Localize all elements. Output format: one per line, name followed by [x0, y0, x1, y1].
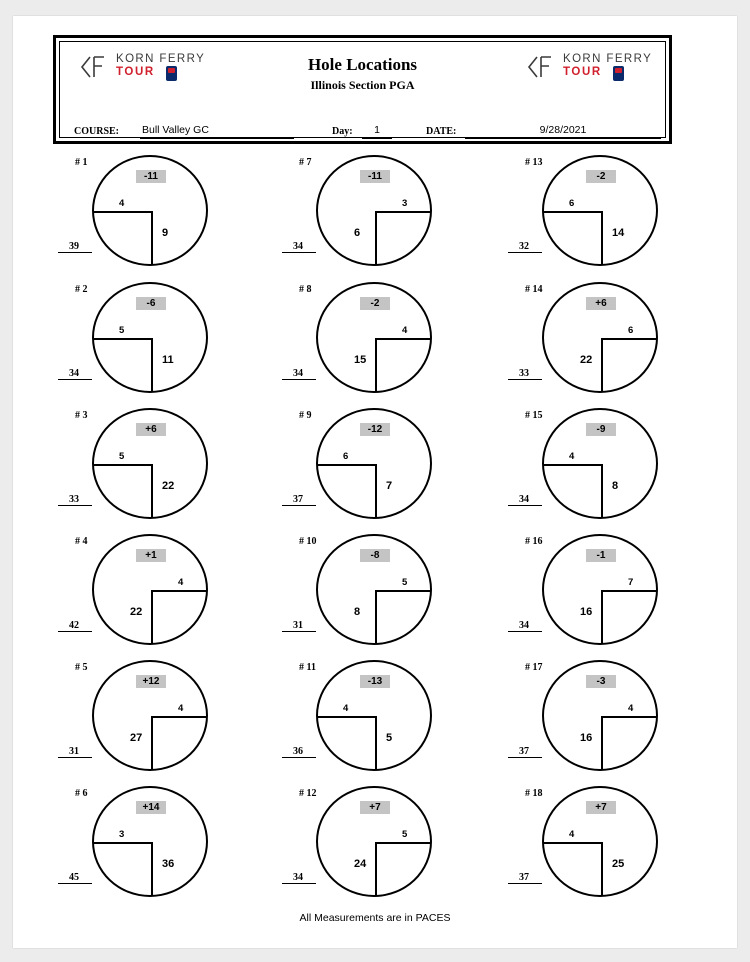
pin-horizontal-line — [601, 338, 657, 340]
hole-number: # 16 — [525, 536, 543, 547]
pin-horizontal-line — [543, 211, 601, 213]
green-depth: 36 — [282, 746, 316, 758]
hole-number: # 17 — [525, 662, 543, 673]
hole-number: # 18 — [525, 788, 543, 799]
green-depth: 34 — [282, 241, 316, 253]
pin-vertical-line — [151, 842, 153, 896]
pin-horizontal-line — [93, 464, 151, 466]
logo-line2: TOUR — [563, 66, 602, 78]
pin-vertical-line — [375, 842, 377, 896]
edge-distance: 5 — [402, 829, 408, 840]
pin-vertical-line — [151, 716, 153, 770]
from-front-distance: 16 — [580, 606, 593, 618]
from-front-distance: 9 — [162, 227, 169, 239]
hole-number: # 5 — [75, 662, 88, 673]
pin-horizontal-line — [317, 464, 375, 466]
hole-number: # 4 — [75, 536, 88, 547]
course-label: COURSE: — [74, 126, 120, 137]
edge-distance: 4 — [569, 451, 575, 462]
pin-horizontal-line — [151, 590, 207, 592]
edge-distance: 3 — [119, 829, 125, 840]
day-field: 1 — [362, 124, 392, 139]
page-subtitle: Illinois Section PGA — [310, 78, 415, 92]
logo-line1: KORN FERRY — [116, 53, 206, 65]
pin-vertical-line — [601, 464, 603, 518]
hole-number: # 6 — [75, 788, 88, 799]
logo-line1: KORN FERRY — [563, 53, 653, 65]
pin-vertical-line — [601, 211, 603, 265]
korn-ferry-logo-right — [527, 52, 667, 88]
pin-horizontal-line — [375, 338, 431, 340]
from-front-distance: 5 — [386, 732, 393, 744]
edge-distance: 7 — [628, 577, 634, 588]
green-depth: 34 — [508, 620, 542, 632]
pin-offset-badge: -6 — [136, 297, 166, 310]
edge-distance: 6 — [343, 451, 349, 462]
pin-horizontal-line — [93, 842, 151, 844]
green-depth: 37 — [508, 746, 542, 758]
pin-horizontal-line — [601, 590, 657, 592]
measurement-note: All Measurements are in PACES — [299, 912, 451, 924]
from-front-distance: 22 — [580, 354, 593, 366]
pin-offset-badge: -8 — [360, 549, 390, 562]
pin-vertical-line — [601, 590, 603, 644]
edge-distance: 3 — [402, 198, 408, 209]
pin-offset-badge: -13 — [360, 675, 390, 688]
pin-vertical-line — [375, 464, 377, 518]
pin-horizontal-line — [543, 464, 601, 466]
pin-offset-badge: +6 — [586, 297, 616, 310]
hole-number: # 9 — [299, 410, 312, 421]
green-depth: 42 — [58, 620, 92, 632]
edge-distance: 4 — [402, 325, 408, 336]
edge-distance: 4 — [628, 703, 634, 714]
pin-horizontal-line — [375, 842, 431, 844]
green-depth: 37 — [508, 872, 542, 884]
edge-distance: 6 — [628, 325, 634, 336]
green-depth: 31 — [58, 746, 92, 758]
pin-vertical-line — [601, 842, 603, 896]
pin-offset-badge: +14 — [136, 801, 166, 814]
pin-offset-badge: -11 — [136, 170, 166, 183]
edge-distance: 6 — [569, 198, 575, 209]
pin-horizontal-line — [543, 842, 601, 844]
green-depth: 37 — [282, 494, 316, 506]
page-title: Hole Locations — [307, 55, 418, 74]
pin-vertical-line — [375, 338, 377, 392]
from-front-distance: 36 — [162, 858, 175, 870]
kf-mark-icon — [527, 54, 557, 80]
green-depth: 34 — [282, 872, 316, 884]
pin-horizontal-line — [375, 590, 431, 592]
pga-tour-icon — [613, 66, 624, 81]
from-front-distance: 7 — [386, 480, 393, 492]
from-front-distance: 15 — [354, 354, 367, 366]
pin-offset-badge: -9 — [586, 423, 616, 436]
green-depth: 45 — [58, 872, 92, 884]
pin-offset-badge: +6 — [136, 423, 166, 436]
pin-vertical-line — [601, 338, 603, 392]
from-front-distance: 24 — [354, 858, 367, 870]
pin-vertical-line — [151, 211, 153, 265]
from-front-distance: 8 — [612, 480, 619, 492]
green-depth: 34 — [508, 494, 542, 506]
hole-number: # 8 — [299, 284, 312, 295]
sheet-header — [53, 35, 672, 144]
pin-horizontal-line — [93, 338, 151, 340]
pin-offset-badge: -3 — [586, 675, 616, 688]
edge-distance: 4 — [178, 703, 184, 714]
pin-horizontal-line — [93, 211, 151, 213]
edge-distance: 4 — [343, 703, 349, 714]
pin-offset-badge: -2 — [586, 170, 616, 183]
pin-horizontal-line — [151, 716, 207, 718]
hole-number: # 13 — [525, 157, 543, 168]
edge-distance: 5 — [402, 577, 408, 588]
pin-vertical-line — [601, 716, 603, 770]
hole-number: # 14 — [525, 284, 543, 295]
pin-offset-badge: -2 — [360, 297, 390, 310]
pin-vertical-line — [375, 590, 377, 644]
date-field: 9/28/2021 — [465, 124, 661, 139]
pin-vertical-line — [375, 716, 377, 770]
from-front-distance: 8 — [354, 606, 361, 618]
course-field: Bull Valley GC — [140, 124, 294, 139]
green-depth: 33 — [508, 368, 542, 380]
from-front-distance: 16 — [580, 732, 593, 744]
from-front-distance: 22 — [130, 606, 143, 618]
hole-number: # 1 — [75, 157, 88, 168]
from-front-distance: 14 — [612, 227, 625, 239]
pin-offset-badge: +12 — [136, 675, 166, 688]
from-front-distance: 27 — [130, 732, 143, 744]
from-front-distance: 11 — [162, 354, 174, 366]
from-front-distance: 6 — [354, 227, 361, 239]
green-depth: 32 — [508, 241, 542, 253]
hole-number: # 10 — [299, 536, 317, 547]
pin-horizontal-line — [601, 716, 657, 718]
pin-horizontal-line — [375, 211, 431, 213]
pin-vertical-line — [151, 464, 153, 518]
hole-number: # 7 — [299, 157, 312, 168]
pin-offset-badge: -11 — [360, 170, 390, 183]
pin-offset-badge: -12 — [360, 423, 390, 436]
hole-number: # 12 — [299, 788, 317, 799]
green-depth: 39 — [58, 241, 92, 253]
green-depth: 34 — [58, 368, 92, 380]
edge-distance: 4 — [119, 198, 125, 209]
edge-distance: 4 — [569, 829, 575, 840]
edge-distance: 4 — [178, 577, 184, 588]
hole-number: # 3 — [75, 410, 88, 421]
pin-vertical-line — [375, 211, 377, 265]
date-label: DATE: — [426, 126, 457, 137]
pin-offset-badge: -1 — [586, 549, 616, 562]
from-front-distance: 25 — [612, 858, 625, 870]
hole-number: # 2 — [75, 284, 88, 295]
from-front-distance: 22 — [162, 480, 175, 492]
pin-offset-badge: +7 — [586, 801, 616, 814]
pin-vertical-line — [151, 590, 153, 644]
green-depth: 34 — [282, 368, 316, 380]
hole-number: # 11 — [299, 662, 316, 673]
pin-vertical-line — [151, 338, 153, 392]
edge-distance: 5 — [119, 325, 125, 336]
green-depth: 31 — [282, 620, 316, 632]
day-label: Day: — [332, 126, 353, 137]
logo-line2: TOUR — [116, 66, 155, 78]
green-depth: 33 — [58, 494, 92, 506]
hole-number: # 15 — [525, 410, 543, 421]
pin-horizontal-line — [317, 716, 375, 718]
pin-offset-badge: +1 — [136, 549, 166, 562]
pin-offset-badge: +7 — [360, 801, 390, 814]
edge-distance: 5 — [119, 451, 125, 462]
